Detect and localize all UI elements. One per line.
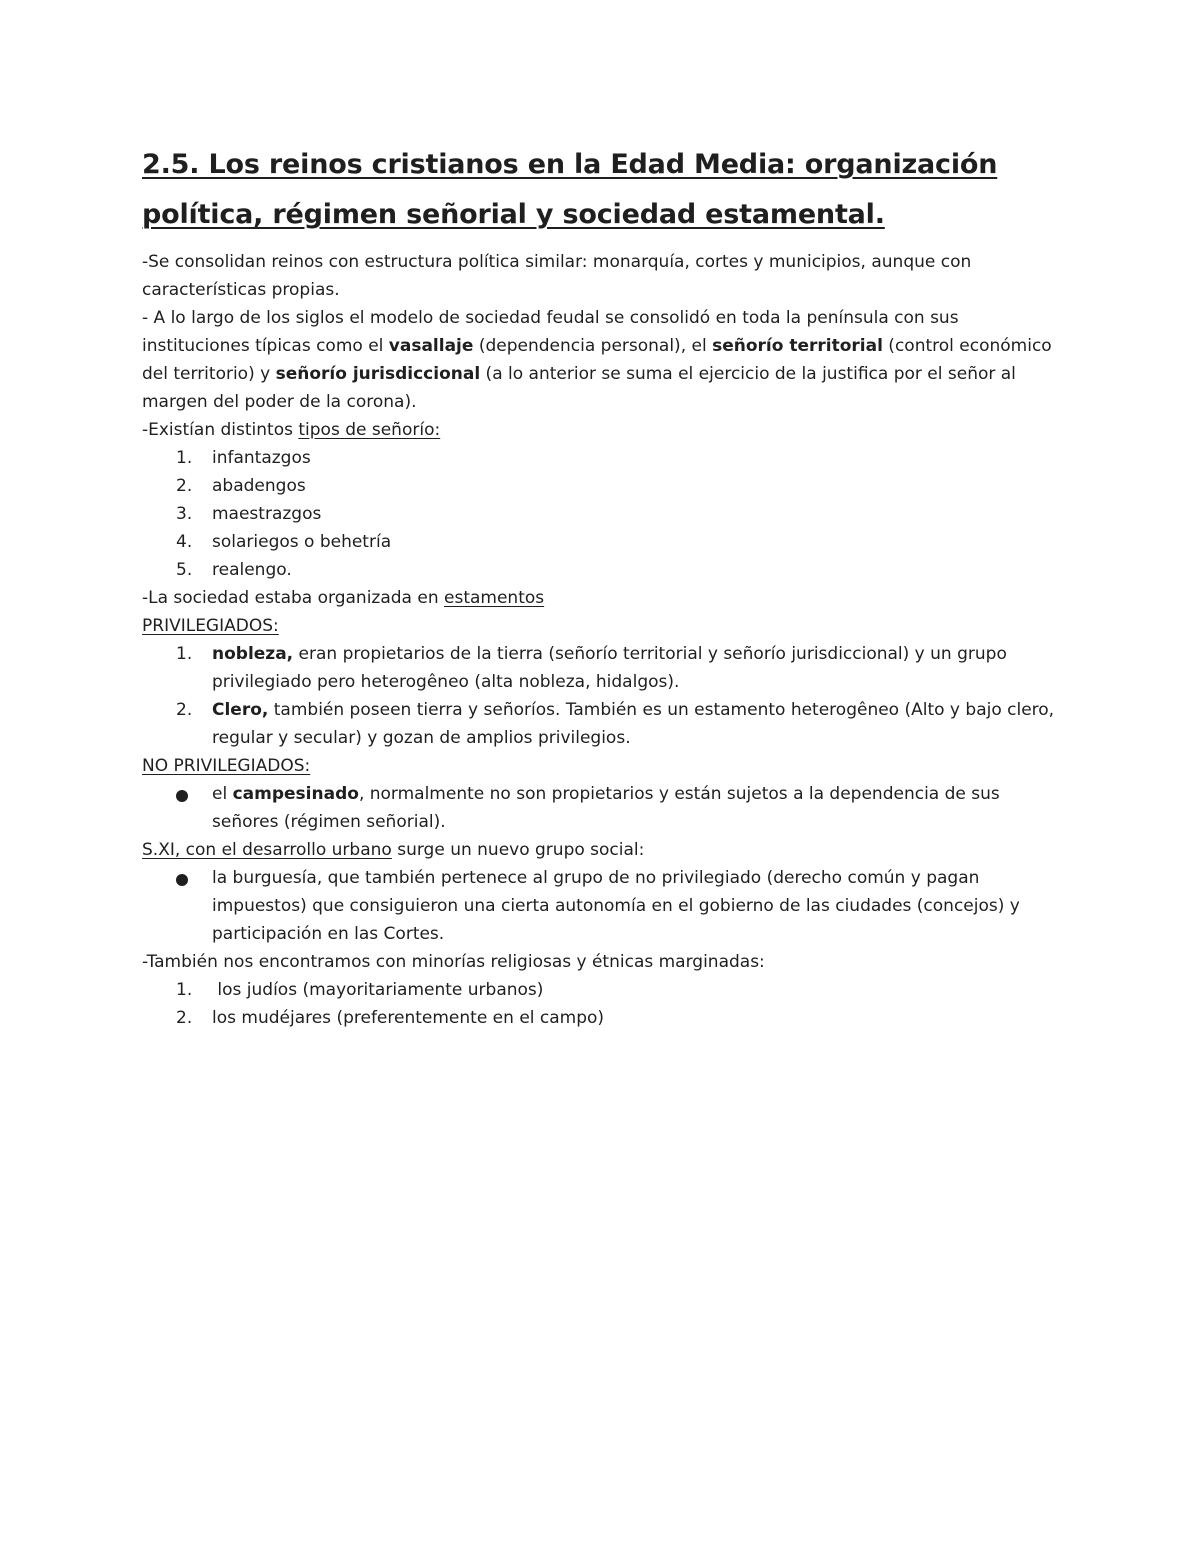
text-segment: -La sociedad estaba organizada en <box>142 588 445 608</box>
burguesia-list <box>142 864 1062 948</box>
list-number: 1. <box>176 644 193 664</box>
list-text: solariegos o behetría <box>212 532 392 552</box>
text-segment: (control económico del territorio) y <box>142 336 1052 384</box>
term-clero: Clero, <box>212 700 269 720</box>
text-segment: (dependencia personal), el <box>473 336 713 356</box>
list-text: también poseen tierra y señoríos. También es un estamento heterogêneo (Alto y bajo clero, regular y secular) y gozan de amplios privilegios. <box>212 700 1055 748</box>
bullet-icon <box>176 874 188 886</box>
list-number: 5. <box>176 560 193 580</box>
list-text: abadengos <box>212 476 306 496</box>
paragraph-tipos-senorio <box>142 416 1062 444</box>
no-privilegiados-list <box>142 780 1062 836</box>
list-item <box>142 864 1062 948</box>
bullet-icon <box>176 790 188 802</box>
list-number: 1. <box>176 448 193 468</box>
term-campesinado: campesinado <box>232 784 359 804</box>
privilegiados-list <box>142 640 1062 752</box>
list-text: infantazgos <box>212 448 311 468</box>
paragraph-minorias: -También nos encontramos con minorías religiosas y étnicas marginadas: <box>142 952 765 972</box>
list-text: los judíos (mayoritariamente urbanos) <box>212 980 544 1000</box>
list-item <box>142 528 1062 556</box>
underlined-phrase: S.XI, con el desarrollo urbano <box>142 840 392 860</box>
list-item <box>142 500 1062 528</box>
term-senorio-jurisdiccional: señorío jurisdiccional <box>275 364 481 384</box>
underlined-phrase: tipos de señorío: <box>298 420 441 440</box>
minorias-list <box>142 976 1062 1032</box>
paragraph-sociedad-feudal <box>142 304 1062 416</box>
paragraph-reinos: -Se consolidan reinos con estructura política similar: monarquía, cortes y municipios, aunque con características propias. <box>142 252 972 300</box>
page-title: 2.5. Los reinos cristianos en la Edad Media: organización política, régimen señorial y sociedad estamental. <box>142 149 998 230</box>
list-text: los mudéjares (preferentemente en el campo) <box>212 1008 605 1028</box>
underlined-heading: NO PRIVILEGIADOS: <box>142 756 311 776</box>
list-text: eran propietarios de la tierra (señorío territorial y señorío jurisdiccional) y un grupo privilegiado pero heterogêneo (alta nobleza, hidalgos). <box>212 644 1007 692</box>
heading-no-privilegiados <box>142 752 1062 780</box>
list-number: 4. <box>176 532 193 552</box>
list-number: 2. <box>176 476 193 496</box>
heading-privilegiados <box>142 612 1062 640</box>
senorios-list <box>142 444 1062 584</box>
list-item <box>142 640 1062 696</box>
text-segment: - A lo largo de los siglos el modelo de sociedad feudal se consolidó en toda la península con sus instituciones típicas como el <box>142 308 959 356</box>
text-segment: (a lo anterior se suma el ejercicio de la justifica por el señor al margen del poder de la corona). <box>142 364 1016 412</box>
list-text: realengo. <box>212 560 292 580</box>
text-segment: surge un nuevo grupo social: <box>391 840 645 860</box>
list-text: maestrazgos <box>212 504 322 524</box>
list-number: 3. <box>176 504 193 524</box>
text-segment: -Existían distintos <box>142 420 299 440</box>
paragraph-sxi <box>142 836 1062 864</box>
list-item <box>142 696 1062 752</box>
list-item <box>142 976 1062 1004</box>
text-segment: , normalmente no son propietarios y están sujetos a la dependencia de sus señores (régimen señorial). <box>212 784 1000 832</box>
list-item <box>142 780 1062 836</box>
list-number: 1. <box>176 980 193 1000</box>
term-nobleza: nobleza, <box>212 644 294 664</box>
text-segment: el <box>212 784 233 804</box>
list-number: 2. <box>176 1008 193 1028</box>
document-page <box>142 140 1062 1032</box>
underlined-heading: PRIVILEGIADOS: <box>142 616 279 636</box>
list-text: la burguesía, que también pertenece al grupo de no privilegiado (derecho común y pagan impuestos) que consiguieron una cierta autonomía en el gobierno de las ciudades (concejos) y participación en las Cortes. <box>212 868 1020 944</box>
list-item <box>142 444 1062 472</box>
list-item <box>142 472 1062 500</box>
list-item <box>142 1004 1062 1032</box>
list-item <box>142 556 1062 584</box>
term-senorio-territorial: señorío territorial <box>712 336 883 356</box>
list-number: 2. <box>176 700 193 720</box>
term-vasallaje: vasallaje <box>388 336 474 356</box>
underlined-phrase: estamentos <box>444 588 545 608</box>
paragraph-estamentos <box>142 584 1062 612</box>
